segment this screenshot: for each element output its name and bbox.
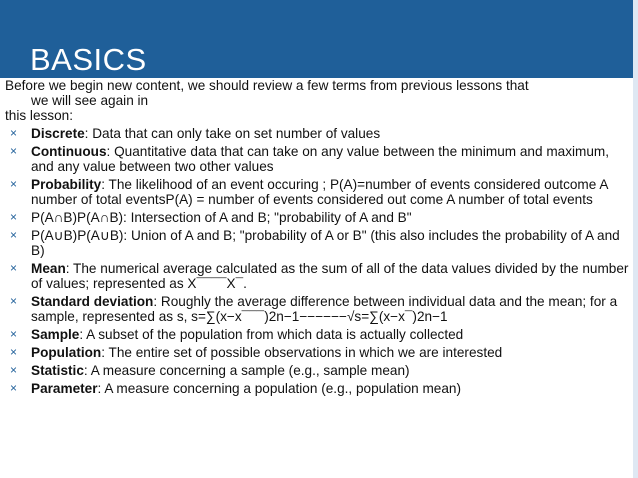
term-definition: P(A∩B)P(A∩B): Intersection of A and B; "probability of A and B" (31, 210, 412, 225)
list-item (5, 381, 633, 396)
term-name: Discrete (31, 126, 85, 141)
x-mark-icon: × (10, 144, 18, 158)
x-mark-icon: × (10, 294, 18, 308)
list-item (5, 363, 633, 378)
list-item (5, 345, 633, 360)
x-mark-icon: × (10, 381, 18, 395)
term-definition: : Roughly the average difference between individual data and the mean; for a sample, represented as s, s=∑(x−x¯¯¯)2n−1−−−−−−√s=∑(x−x¯)2n−1 (31, 294, 618, 324)
term-name: Sample (31, 327, 80, 342)
term-name: Probability (31, 177, 102, 192)
term-definition: P(A∪B)P(A∪B): Union of A and B; "probability of A or B" (this also includes the probability of A and B) (31, 228, 620, 258)
list-item (5, 177, 633, 207)
list-item (5, 210, 633, 225)
intro-line-1: Before we begin new content, we should review a few terms from previous lessons that (5, 78, 529, 93)
term-name: Statistic (31, 363, 84, 378)
term-definition: : A subset of the population from which data is actually collected (79, 327, 464, 342)
x-mark-icon: × (10, 327, 18, 341)
x-mark-icon: × (10, 210, 18, 224)
list-item (5, 144, 633, 174)
term-list (5, 126, 633, 396)
x-mark-icon: × (10, 363, 18, 377)
term-name: Standard deviation (31, 294, 154, 309)
term-name: Parameter (31, 381, 98, 396)
term-definition: : Data that can only take on set number of values (84, 126, 381, 141)
slide-edge (633, 0, 638, 478)
term-name: Continuous (31, 144, 107, 159)
slide-title: BASICS (30, 42, 147, 77)
x-mark-icon: × (10, 345, 18, 359)
x-mark-icon: × (10, 126, 18, 140)
intro-line-3: this lesson: (5, 108, 74, 123)
term-definition: : A measure concerning a sample (e.g., sample mean) (83, 363, 410, 378)
intro-line-2: we will see again in (31, 93, 149, 108)
term-definition: : The likelihood of an event occuring ; P(A)=number of events considered outcome A number of total eventsP(A) = number of events considered out come A number of total events (31, 177, 608, 207)
title-bar (0, 0, 633, 78)
slide-body (5, 78, 633, 399)
x-mark-icon: × (10, 261, 18, 275)
list-item (5, 126, 633, 141)
list-item (5, 327, 633, 342)
term-name: Population (31, 345, 102, 360)
term-definition: : The numerical average calculated as the sum of all of the data values divided by the number of values; represented as X¯¯¯¯X¯. (31, 261, 629, 291)
list-item (5, 228, 633, 258)
term-definition: : Quantitative data that can take on any value between the minimum and maximum, and any value between two other values (31, 144, 609, 174)
term-name: Mean (31, 261, 66, 276)
x-mark-icon: × (10, 177, 18, 191)
list-item (5, 261, 633, 291)
term-definition: : A measure concerning a population (e.g., population mean) (97, 381, 462, 396)
term-definition: : The entire set of possible observations in which we are interested (101, 345, 503, 360)
x-mark-icon: × (10, 228, 18, 242)
list-item (5, 294, 633, 324)
